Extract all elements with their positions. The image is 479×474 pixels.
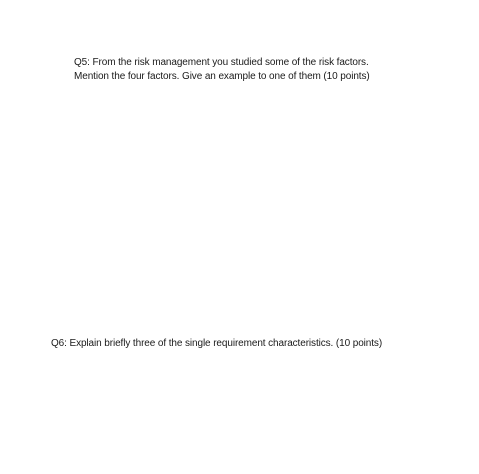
question-q6: [51, 337, 382, 351]
question-q5-line-1: Q5: From the risk management you studied some of the risk factors.: [74, 57, 369, 68]
question-q6-line-1: Q6: Explain briefly three of the single requirement characteristics. (10 points): [51, 338, 383, 349]
question-q5: [74, 56, 370, 84]
question-q5-line-2: Mention the four factors. Give an example to one of them (10 points): [74, 71, 370, 82]
